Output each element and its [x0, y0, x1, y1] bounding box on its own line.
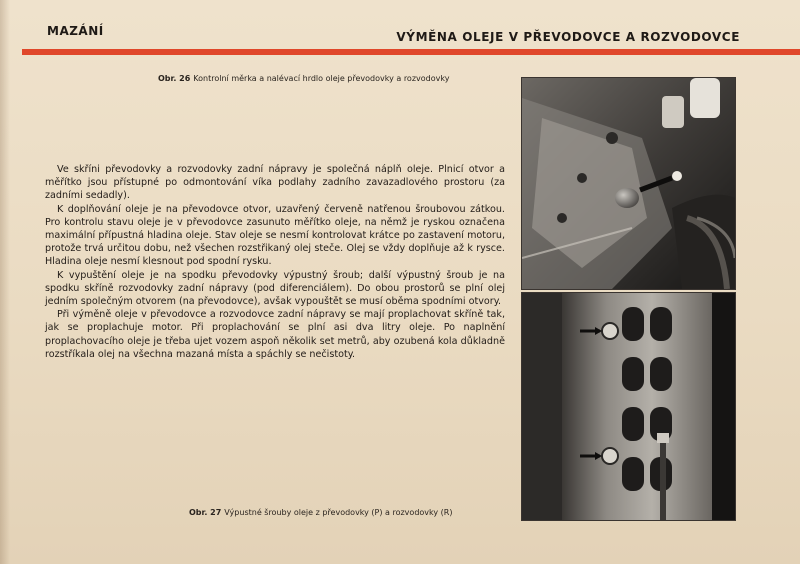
figure-27-photo [521, 292, 736, 521]
figure-27-label: Obr. 27 [189, 508, 222, 517]
page-gutter-shadow [0, 0, 10, 564]
paragraph-3: K vypuštění oleje je na spodku převodovky výpustný šroub; další výpustný šroub je na spodku skříně rozvodovky zadní nápravy (pod diferenciálem). Do obou prostorů se plní olej jedním společným otvorem (na převodovce), avšak vypouštět se musí oběma spodními otvory. [45, 269, 505, 308]
figure-27-caption [189, 508, 452, 517]
paragraph-2: K doplňování oleje je na převodovce otvor, uzavřený červeně natřenou šroubovou zátkou. Pro kontrolu stavu oleje je v převodovce zasunuto měřítko oleje, na němž je ryskou označena maximální přípustná hladina oleje. Stav oleje se nesmí kontrolovat krátce po zastavení motoru, protože trvá určitou dobu, než všechen rozstřikaný olej steče. Olej se vždy doplňuje až k rysce. Hladina oleje nesmí klesnout pod spodní rysku. [45, 203, 505, 268]
figure-26-photo [521, 77, 736, 290]
page-title: VÝMĚNA OLEJE V PŘEVODOVCE A ROZVODOVCE [396, 30, 740, 44]
figure-26-caption-text: Kontrolní měrka a nalévací hrdlo oleje převodovky a rozvodovky [193, 74, 450, 83]
red-header-rule [22, 49, 800, 55]
figure-27-caption-text: Výpustné šrouby oleje z převodovky (P) a rozvodovky (R) [224, 508, 453, 517]
body-text [45, 163, 505, 361]
paragraph-4: Při výměně oleje v převodovce a rozvodovce zadní nápravy se mají proplachovat skříně tak, jak se proplachuje motor. Při proplachování se plní asi dva litry oleje. Po naplnění proplachovacího oleje je třeba ujet vozem aspoň několik set metrů, aby ozubená kola důkladně rozstříkala olej na všechna mazaná místa a spáchly se nečistoty. [45, 309, 505, 360]
paragraph-1: Ve skříni převodovky a rozvodovky zadní nápravy je společná náplň oleje. Plnicí otvor a měřítko jsou přístupné po odmontování víka podlahy zadního zavazadlového prostoru (za zadními sedadly). [45, 164, 505, 202]
figure-26-label: Obr. 26 [158, 74, 191, 83]
figure-26-caption [158, 74, 449, 83]
section-header: MAZÁNÍ [47, 24, 104, 38]
